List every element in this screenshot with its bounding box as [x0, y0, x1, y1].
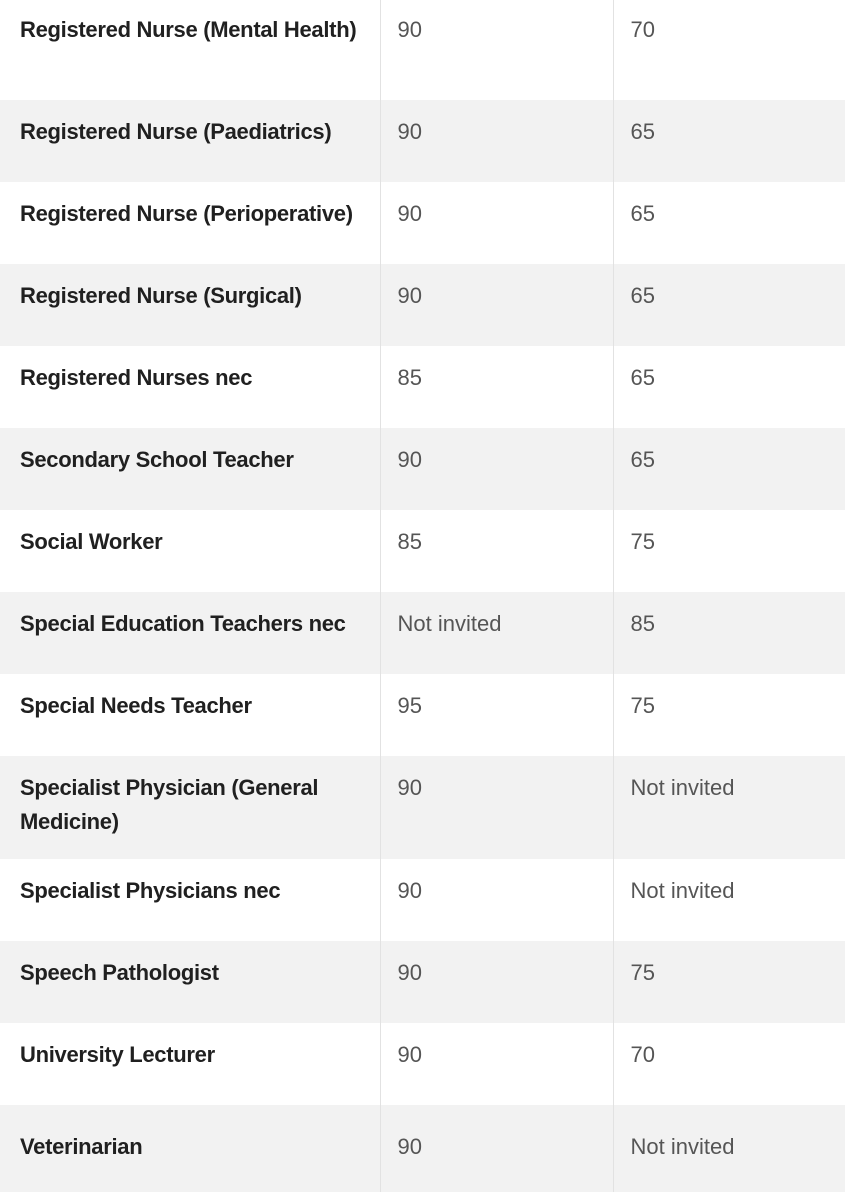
occupation-cell: Registered Nurse (Perioperative)	[20, 201, 353, 226]
value-cell: 75	[613, 941, 845, 1023]
occupation-cell: Specialist Physicians nec	[20, 878, 281, 903]
occupation-cell: University Lecturer	[20, 1042, 215, 1067]
value-cell: 90	[380, 0, 613, 100]
table-row	[0, 264, 845, 346]
table-row	[0, 1105, 845, 1192]
value-cell: 85	[380, 346, 613, 428]
table-row	[0, 592, 845, 674]
value-cell: 65	[613, 346, 845, 428]
table-row	[0, 941, 845, 1023]
value-cell: 65	[613, 428, 845, 510]
occupation-cell: Special Education Teachers nec	[0, 592, 380, 674]
value-cell: 90	[380, 264, 613, 346]
value-cell: 65	[613, 100, 845, 182]
value-cell: Not invited	[613, 859, 845, 941]
value-cell: 90	[380, 182, 613, 264]
table-row	[0, 859, 845, 941]
table-row	[0, 428, 845, 510]
occupation-cell: Registered Nurse (Paediatrics)	[0, 100, 380, 182]
table-row	[0, 1023, 845, 1105]
occupation-cell: Registered Nurse (Surgical)	[0, 264, 380, 346]
value-cell: 95	[380, 674, 613, 756]
value-cell: 85	[613, 592, 845, 674]
occupation-cell: Social Worker	[20, 529, 163, 554]
table-row	[0, 674, 845, 756]
value-cell: 90	[380, 428, 613, 510]
value-cell: 75	[613, 510, 845, 592]
value-cell: 90	[380, 1105, 613, 1192]
value-cell: 75	[613, 674, 845, 756]
table-row	[0, 346, 845, 428]
occupation-cell: Special Needs Teacher	[20, 693, 252, 718]
value-cell: Not invited	[613, 756, 845, 859]
occupation-cell: Secondary School Teacher	[0, 428, 380, 510]
occupation-cell: Specialist Physician (General Medicine)	[0, 756, 380, 859]
value-cell: 70	[613, 0, 845, 100]
value-cell: 90	[380, 756, 613, 859]
value-cell: 65	[613, 264, 845, 346]
table-row	[0, 100, 845, 182]
value-cell: Not invited	[380, 592, 613, 674]
value-cell: Not invited	[613, 1105, 845, 1192]
occupation-cell: Speech Pathologist	[0, 941, 380, 1023]
value-cell: 90	[380, 859, 613, 941]
value-cell: 85	[380, 510, 613, 592]
occupation-cell: Registered Nurse (Mental Health)	[20, 17, 357, 42]
table-row	[0, 182, 845, 264]
table-row	[0, 756, 845, 859]
value-cell: 90	[380, 100, 613, 182]
table-row	[0, 510, 845, 592]
value-cell: 65	[613, 182, 845, 264]
occupation-cell: Registered Nurses nec	[20, 365, 253, 390]
value-cell: 90	[380, 1023, 613, 1105]
value-cell: 90	[380, 941, 613, 1023]
value-cell: 70	[613, 1023, 845, 1105]
occupation-cell: Veterinarian	[0, 1105, 380, 1192]
table-row	[0, 0, 845, 100]
